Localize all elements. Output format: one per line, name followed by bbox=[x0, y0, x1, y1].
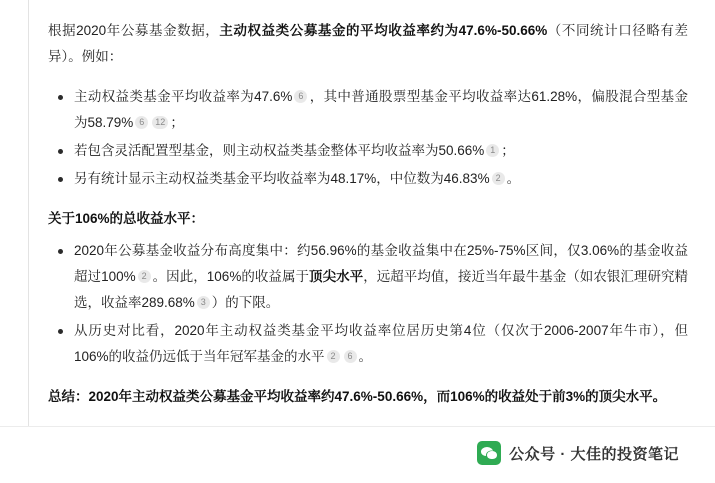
item-text-2: ，其中普通股票型基金平均收益率达61.28%，偏股混合型基金为58.79% bbox=[74, 89, 688, 130]
list-item bbox=[48, 84, 688, 136]
document-content bbox=[48, 18, 688, 424]
reference-badge[interactable]: 12 bbox=[152, 116, 168, 129]
reference-badge[interactable]: 6 bbox=[294, 90, 307, 103]
footer-attribution bbox=[477, 441, 679, 465]
item-text-2: 。因此，106%的收益属于 bbox=[152, 269, 310, 284]
total-return-list bbox=[48, 238, 688, 370]
wechat-icon bbox=[477, 441, 501, 465]
item-text-1: 另有统计显示主动权益类基金平均收益率为48.17%，中位数为46.83% bbox=[74, 171, 490, 186]
left-margin-rule bbox=[28, 0, 29, 483]
intro-paragraph bbox=[48, 18, 688, 70]
summary-label: 总结： bbox=[48, 389, 89, 404]
reference-badge[interactable]: 6 bbox=[135, 116, 148, 129]
summary-paragraph bbox=[48, 384, 688, 410]
reference-badge[interactable]: 2 bbox=[327, 350, 340, 363]
section-heading: 关于106%的总收益水平： bbox=[48, 211, 205, 226]
average-return-list bbox=[48, 84, 688, 192]
item-text-2: ； bbox=[501, 143, 515, 158]
item-text-1: 2020年公募基金收益分布高度集中：约56.96%的基金收益集中在25%-75%区间，仅3.06%的基金收益超过100% bbox=[74, 243, 688, 284]
item-text-1: 主动权益类基金平均收益率为47.6% bbox=[74, 89, 293, 104]
footer-bar bbox=[0, 426, 715, 483]
item-highlight: 顶尖水平 bbox=[309, 269, 364, 284]
item-text-2: 。 bbox=[506, 171, 521, 186]
reference-badge[interactable]: 6 bbox=[344, 350, 357, 363]
item-text-3: ，远超平均值，接近当年最牛基金（如农银汇理研究精选，收益率289.68% bbox=[74, 269, 689, 310]
item-text-1: 若包含灵活配置型基金，则主动权益类基金整体平均收益率为50.66% bbox=[74, 143, 485, 158]
footer-account-name: 公众号 · 大佳的投资笔记 bbox=[509, 445, 679, 463]
list-item bbox=[48, 138, 688, 164]
item-text-2: 。 bbox=[358, 349, 373, 364]
intro-highlight: 主动权益类公募基金的平均收益率约为47.6%-50.66% bbox=[219, 23, 548, 38]
item-text-1: 从历史对比看，2020年主动权益类基金平均收益率位居历史第4位（仅次于2006-2007年牛市），但106%的收益仍远低于当年冠军基金的水平 bbox=[74, 323, 688, 364]
reference-badge[interactable]: 2 bbox=[492, 172, 505, 185]
reference-badge[interactable]: 1 bbox=[486, 144, 499, 157]
reference-badge[interactable]: 3 bbox=[197, 296, 210, 309]
list-item bbox=[48, 166, 688, 192]
list-item bbox=[48, 238, 688, 316]
summary-text: 2020年主动权益类公募基金平均收益率约47.6%-50.66%，而106%的收益处于前3%的顶尖水平。 bbox=[88, 389, 667, 404]
list-item bbox=[48, 318, 688, 370]
intro-text-2: （不同统计口径略有差异）。例如： bbox=[48, 23, 688, 64]
intro-text-1: 根据2020年公募基金数据， bbox=[48, 23, 220, 38]
item-text-4: ）的下限。 bbox=[211, 295, 280, 310]
item-text-3: ； bbox=[170, 115, 184, 130]
reference-badge[interactable]: 2 bbox=[138, 270, 151, 283]
